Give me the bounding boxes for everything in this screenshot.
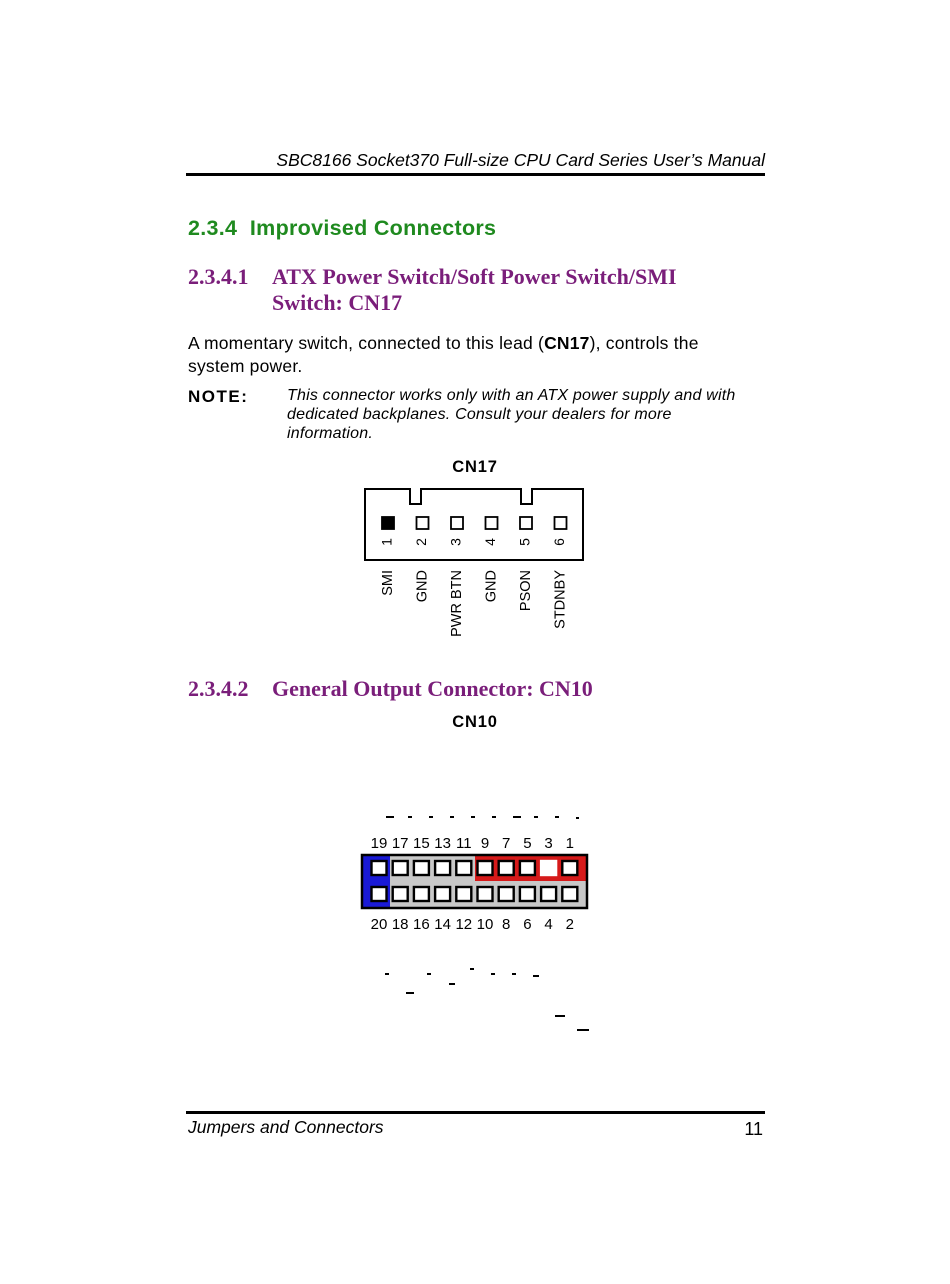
cn10-bottom-pin-number: 12 [455,916,473,933]
cn17-pin-3 [451,517,463,529]
cn17-pin-label: GND [483,570,500,603]
cn10-bottom-pin-number: 8 [502,916,511,933]
subsection2-title: General Output Connector: CN10 [272,676,593,701]
cn10-pin-13 [435,861,450,875]
cn10-bottom-marks [385,968,589,1031]
cn10-pin-12 [456,887,471,901]
body-text-after: ), controls the system power. [188,333,699,376]
cn10-pin-16 [414,887,429,901]
cn17-pin-2 [417,517,429,529]
cn17-pin-label: GND [414,570,431,603]
note-label: NOTE: [188,387,249,406]
cn10-top-pin-number: 1 [565,835,574,852]
cn10-pin-9 [478,861,493,875]
cn17-housing [365,489,583,560]
cn10-bottom-pin-number: 10 [476,916,494,933]
cn17-pin-6 [555,517,567,529]
footer-rule [186,1111,765,1114]
body-paragraph [188,332,758,378]
cn17-pin-4 [486,517,498,529]
section-heading [188,216,496,241]
cn17-pin-label: PSON [517,570,534,612]
cn17-pin-number: 4 [482,538,499,546]
cn17-pin-5 [520,517,532,529]
section-number: 2.3.4 [188,216,238,240]
note-text: This connector works only with an ATX power supply and with dedicated backplanes. Consult your dealers for more information. [287,387,736,442]
cn10-pin-17 [393,861,408,875]
cn17-pin-1 [382,517,394,529]
cn17-pin-number: 3 [447,538,464,546]
cn10-pin-15 [414,861,429,875]
cn10-pin-3 [541,861,556,875]
cn10-title: CN10 [452,713,498,731]
cn10-pin-11 [456,861,471,875]
cn10-pin-14 [435,887,450,901]
cn10-bottom-pin-number: 4 [544,916,553,933]
cn10-pin-7 [499,861,514,875]
body-text-before: A momentary switch, connected to this lead ( [188,333,545,353]
cn10-diagram [355,805,600,1045]
cn10-pin-19 [372,861,387,875]
footer-section: Jumpers and Connectors [188,1117,384,1137]
cn10-top-marks [386,816,579,819]
cn17-diagram [360,482,590,652]
cn10-bottom-pin-number: 18 [391,916,409,933]
cn17-pin-number: 2 [413,538,430,546]
cn10-top-pin-number: 15 [413,835,430,852]
cn10-pin-20 [372,887,387,901]
cn10-top-pin-number: 13 [434,835,451,852]
cn10-bottom-pin-number: 6 [523,916,532,933]
header-rule [186,173,765,176]
cn10-pin-5 [520,861,535,875]
subsection2-number: 2.3.4.2 [188,676,249,701]
cn10-pin-8 [499,887,514,901]
cn17-pin-label: STDNBY [552,570,569,629]
cn10-top-pin-number: 19 [370,835,388,852]
cn17-pin-number: 5 [516,538,533,546]
cn10-top-pin-number: 3 [544,835,553,852]
subsection1-title: ATX Power Switch/Soft Power Switch/SMI Switch: CN17 [272,264,677,315]
cn10-bottom-pin-number: 20 [370,916,388,933]
cn10-bottom-pin-number: 14 [434,916,451,933]
cn10-pin-2 [562,887,577,901]
subsection1-number: 2.3.4.1 [188,264,249,289]
cn10-pin-4 [541,887,556,901]
cn17-pin-label: SMI [379,570,396,596]
cn17-pin-number: 6 [551,538,568,546]
cn10-top-pin-number: 7 [502,835,511,852]
cn10-top-pin-number: 11 [456,835,472,852]
cn10-top-pin-number: 9 [480,835,490,852]
cn10-pin-1 [562,861,577,875]
cn10-pin-18 [393,887,408,901]
cn17-pin-number: 1 [378,538,395,546]
cn17-pin-label: PWR BTN [448,570,465,637]
running-header: SBC8166 Socket370 Full-size CPU Card Series User’s Manual [276,150,765,170]
cn10-bottom-pin-number: 2 [565,916,574,933]
cn10-top-pin-number: 5 [523,835,532,852]
cn10-pin-6 [520,887,535,901]
section-title: Improvised Connectors [249,216,497,240]
cn10-pin-10 [478,887,493,901]
cn10-top-pin-number: 17 [391,835,409,852]
page-number: 11 [744,1119,763,1139]
cn10-bottom-pin-number: 16 [413,916,430,933]
cn17-title: CN17 [452,458,498,476]
body-text-bold: CN17 [544,333,590,353]
